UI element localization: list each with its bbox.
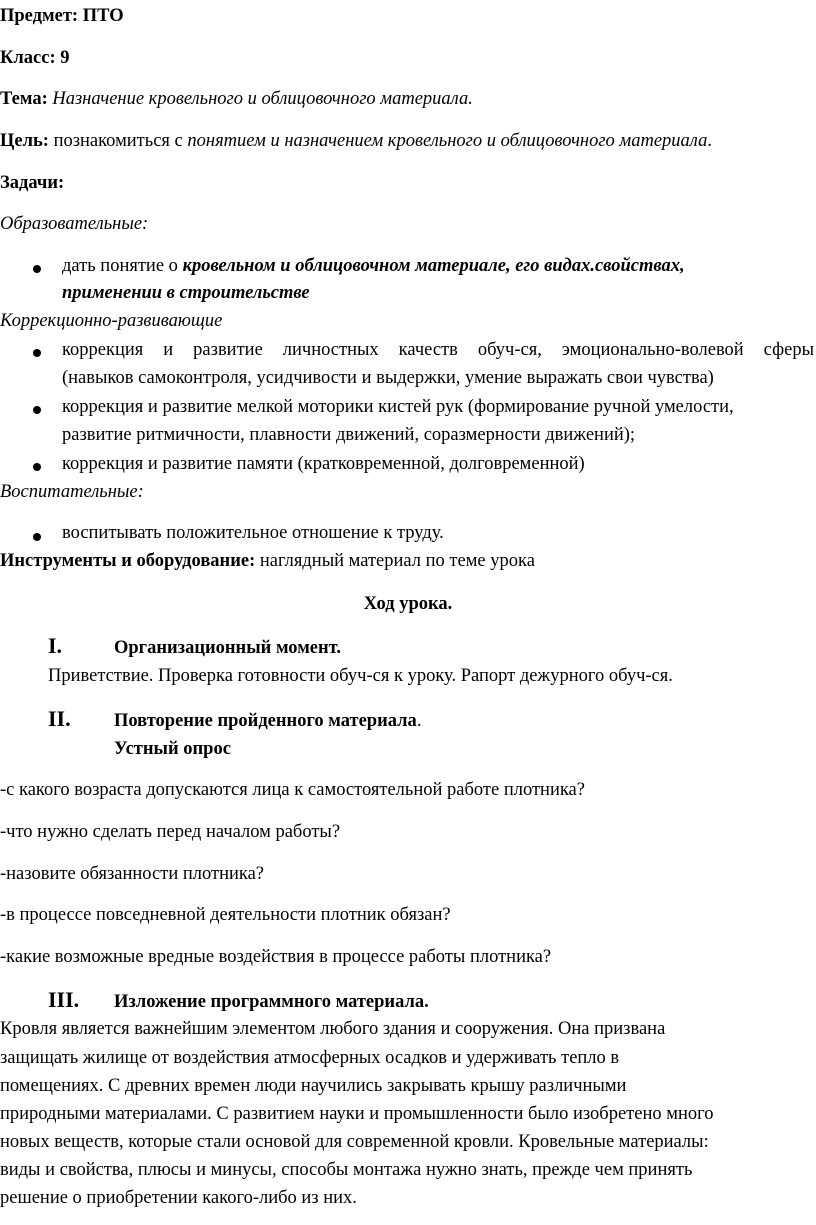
class-line	[0, 46, 70, 70]
class-label: Класс:	[0, 48, 56, 68]
upbringing-heading: Воспитательные:	[0, 482, 144, 502]
section-3-title: Изложение программного материала.	[114, 992, 429, 1012]
bullet-icon	[33, 533, 41, 541]
paragraph-line: помещениях. С древних времен люди научились закрывать крышу различными	[0, 1076, 627, 1096]
section-2-title-line	[114, 709, 421, 733]
section-1-numeral: I.	[48, 633, 63, 658]
educational-item-line1	[62, 254, 685, 278]
bullet-icon	[33, 265, 41, 273]
educational-item-italic2: применении в строительстве	[62, 283, 310, 303]
section-2-subtitle: Устный опрос	[114, 739, 231, 759]
educational-item-prefix: дать понятие о	[62, 256, 178, 276]
tools-line	[0, 549, 535, 573]
section-2-title: Повторение пройденного материала	[114, 711, 417, 731]
section-2-title-suffix: .	[416, 711, 422, 731]
tasks-heading: Задачи:	[0, 173, 65, 193]
topic-label: Тема:	[0, 89, 48, 109]
subject-label: Предмет:	[0, 6, 79, 26]
tools-value: наглядный материал по теме урока	[259, 551, 535, 571]
corrective-item-1-line2: (навыков самоконтроля, усидчивости и выдержки, умение выражать свои чувства)	[62, 368, 714, 388]
goal-line	[0, 129, 712, 153]
paragraph-line: природными материалами. С развитием науки и промышленности было изобретено много	[0, 1104, 714, 1124]
corrective-item-2-line1: коррекция и развитие мелкой моторики кистей рук (формирование ручной умелости,	[62, 397, 734, 417]
goal-suffix: .	[707, 131, 712, 151]
educational-item-italic1: кровельном и облицовочном материале, его видах.свойствах,	[182, 256, 685, 276]
paragraph-line: защищать жилище от воздействия атмосферных осадков и удерживать тепло в	[0, 1048, 620, 1068]
subject-line	[0, 4, 124, 28]
section-2-numeral: II.	[48, 706, 71, 731]
educational-heading: Образовательные:	[0, 214, 149, 234]
paragraph-line: решение о приобретении какого-либо из них.	[0, 1188, 357, 1208]
goal-value: понятием и назначением кровельного и облицовочного материала	[187, 131, 708, 151]
corrective-heading: Коррекционно-развивающие	[0, 311, 223, 331]
topic-value: Назначение кровельного и облицовочного материала.	[52, 89, 473, 109]
corrective-item-3-line1: коррекция и развитие памяти (кратковременной, долговременной)	[62, 454, 585, 474]
bullet-icon	[33, 406, 41, 414]
tools-label: Инструменты и оборудование:	[0, 551, 256, 571]
section-1-body: Приветствие. Проверка готовности обуч-ся к уроку. Рапорт дежурного обуч-ся.	[48, 666, 673, 686]
paragraph-line: виды и свойства, плюсы и минусы, способы монтажа нужно знать, прежде чем принять	[0, 1160, 693, 1180]
class-value: 9	[60, 48, 70, 68]
question-item: -в процессе повседневной деятельности плотник обязан?	[0, 905, 451, 925]
paragraph-line: Кровля является важнейшим элементом любого здания и сооружения. Она призвана	[0, 1019, 666, 1039]
subject-value: ПТО	[82, 6, 124, 26]
bullet-icon	[33, 463, 41, 471]
upbringing-item: воспитывать положительное отношение к труду.	[62, 523, 444, 543]
question-item: -назовите обязанности плотника?	[0, 864, 264, 884]
question-item: -с какого возраста допускаются лица к самостоятельной работе плотника?	[0, 780, 585, 800]
question-item: -какие возможные вредные воздействия в процессе работы плотника?	[0, 947, 552, 967]
corrective-item-2-line2: развитие ритмичности, плавности движений, соразмерности движений);	[62, 425, 636, 445]
goal-label: Цель:	[0, 131, 49, 151]
lesson-title: Ход урока.	[363, 594, 453, 614]
goal-prefix: познакомиться с	[53, 131, 183, 151]
section-1-title: Организационный момент.	[114, 638, 341, 658]
topic-line	[0, 87, 473, 111]
paragraph-line: новых веществ, которые стали основой для современной кровли. Кровельные материалы:	[0, 1132, 709, 1152]
section-3-numeral: III.	[48, 987, 80, 1012]
question-item: -что нужно сделать перед началом работы?	[0, 822, 341, 842]
bullet-icon	[33, 349, 41, 357]
corrective-item-1-line1: коррекция и развитие личностных качеств обуч-ся, эмоционально-волевой сферы	[62, 340, 814, 360]
